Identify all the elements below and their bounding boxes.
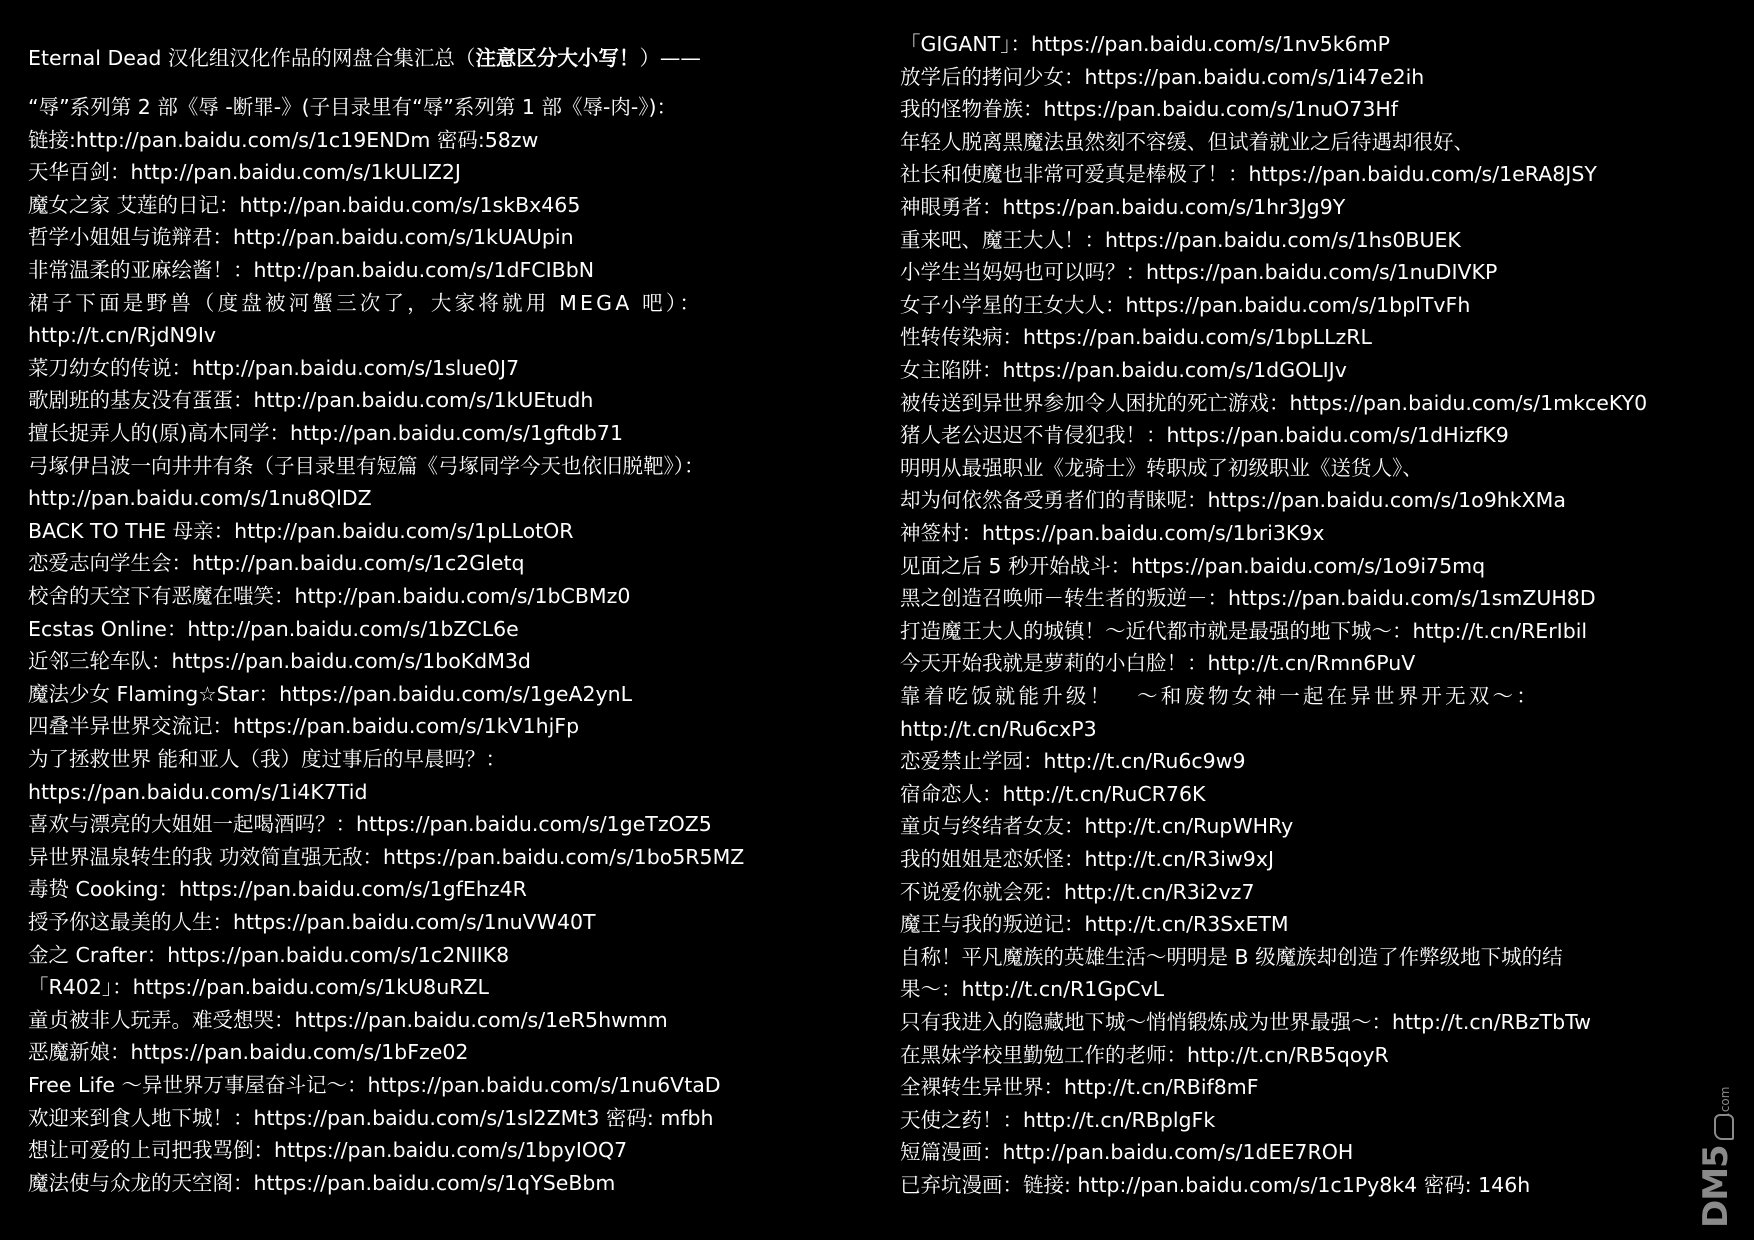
text-line: 只有我进入的隐藏地下城～悄悄锻炼成为世界最强～：http://t.cn/RBzTbTw bbox=[900, 1010, 1592, 1034]
text-line: 放学后的拷问少女：https://pan.baidu.com/s/1i47e2ih bbox=[900, 64, 1425, 89]
text-line: http://t.cn/RjdN9Iv bbox=[28, 323, 217, 348]
text-line: 链接:http://pan.baidu.com/s/1c19ENDm 密码:58zw bbox=[28, 127, 539, 152]
text-line: https://pan.baidu.com/s/1i4K7Tid bbox=[28, 779, 368, 804]
text-line: 不说爱你就会死：http://t.cn/R3i2vz7 bbox=[900, 879, 1255, 904]
text-line: 喜欢与漂亮的大姐姐一起喝酒吗？：https://pan.baidu.com/s/1geTzOZ5 bbox=[28, 812, 712, 837]
watermark-domain: .com bbox=[1718, 1086, 1732, 1116]
text-line: 恶魔新娘：https://pan.baidu.com/s/1bFze02 bbox=[28, 1040, 469, 1065]
heading-suffix: ）—— bbox=[639, 46, 701, 70]
text-line: 果～：http://t.cn/R1GpCvL bbox=[900, 977, 1165, 1002]
text-line: 打造魔王大人的城镇！～近代都市就是最强的地下城～：http://t.cn/RErIbil bbox=[900, 618, 1588, 643]
text-line: 我的姐姐是恋妖怪：http://t.cn/R3iw9xJ bbox=[900, 847, 1274, 871]
text-line: 魔法少女 Flaming☆Star：https://pan.baidu.com/s/1geA2ynL bbox=[28, 681, 633, 706]
text-line: Free Life ～异世界万事屋奋斗记～：https://pan.baidu.com/s/1nu6VtaD bbox=[28, 1073, 721, 1097]
text-line: 小学生当妈妈也可以吗？：https://pan.baidu.com/s/1nuDIVKP bbox=[900, 260, 1498, 285]
text-line: 弓塚伊吕波一向井井有条（子目录里有短篇《弓塚同学今天也依旧脱靶》）： bbox=[28, 453, 705, 478]
text-line: 裙子下面是野兽（度盘被河蟹三次了，大家将就用 MEGA 吧）： bbox=[28, 290, 704, 315]
text-line: 非常温柔的亚麻绘酱！：http://pan.baidu.com/s/1dFCIBbN bbox=[28, 258, 595, 282]
text-line: 毒贽 Cooking：https://pan.baidu.com/s/1gfEhz4R bbox=[28, 877, 527, 902]
text-line: 魔王与我的叛逆记：http://t.cn/R3SxETM bbox=[900, 912, 1289, 937]
text-line: 在黑妹学校里勤勉工作的老师：http://t.cn/RB5qoyR bbox=[900, 1042, 1389, 1067]
document-heading bbox=[28, 42, 701, 74]
text-line: 校舍的天空下有恶魔在嗤笑：http://pan.baidu.com/s/1bCBMz0 bbox=[28, 584, 631, 608]
text-line: 童贞与终结者女友：http://t.cn/RupWHRy bbox=[900, 814, 1294, 839]
text-line: 明明从最强职业《龙骑士》转职成了初级职业《送货人》、 bbox=[900, 455, 1423, 480]
text-line: 异世界温泉转生的我 功效简直强无敌：https://pan.baidu.com/s/1bo5R5MZ bbox=[28, 844, 745, 869]
text-line: 猪人老公迟迟不肯侵犯我！：https://pan.baidu.com/s/1dHizfK9 bbox=[900, 423, 1509, 448]
text-line: Ecstas Online：http://pan.baidu.com/s/1bZCL6e bbox=[28, 616, 519, 641]
text-line: 神眼勇者：https://pan.baidu.com/s/1hr3Jg9Y bbox=[900, 195, 1346, 219]
text-line: 为了拯救世界 能和亚人（我）度过事后的早晨吗？： bbox=[28, 747, 507, 771]
text-line: 女子小学星的王女大人：https://pan.baidu.com/s/1bplTvFh bbox=[900, 292, 1471, 317]
text-line: BACK TO THE 母亲：http://pan.baidu.com/s/1pLLotOR bbox=[28, 518, 574, 543]
text-line: 哲学小姐姐与诡辩君：http://pan.baidu.com/s/1kUAUpin bbox=[28, 225, 574, 250]
text-line: 年轻人脱离黑魔法虽然刻不容缓、但试着就业之后待遇却很好、 bbox=[900, 129, 1474, 154]
text-line: 自称！平凡魔族的英雄生活～明明是 B 级魔族却创造了作弊级地下城的结 bbox=[900, 944, 1563, 969]
text-line: http://pan.baidu.com/s/1nu8QlDZ bbox=[28, 486, 372, 511]
text-line: “辱”系列第 2 部《辱 -断罪-》(子目录里有“辱”系列第 1 部《辱-肉-》)： bbox=[28, 95, 677, 119]
text-line: 天使之药！：http://t.cn/RBplgFk bbox=[900, 1107, 1216, 1132]
text-line: 四叠半异世界交流记：https://pan.baidu.com/s/1kV1hjFp bbox=[28, 714, 580, 739]
text-line: http://t.cn/Ru6cxP3 bbox=[900, 716, 1097, 741]
text-line: 「R402」：https://pan.baidu.com/s/1kU8uRZL bbox=[28, 975, 489, 1000]
text-line: 女主陷阱：https://pan.baidu.com/s/1dGOLIJv bbox=[900, 358, 1347, 382]
text-line: 重来吧、魔王大人！：https://pan.baidu.com/s/1hs0BUEK bbox=[900, 227, 1461, 252]
site-watermark bbox=[1696, 1078, 1746, 1228]
watermark-logo-icon bbox=[1714, 1114, 1734, 1140]
text-line: 全裸转生异世界：http://t.cn/RBif8mF bbox=[900, 1075, 1259, 1100]
text-line: 黑之创造召唤师－转生者的叛逆－：https://pan.baidu.com/s/1smZUH8D bbox=[900, 586, 1596, 611]
text-line: 宿命恋人：http://t.cn/RuCR76K bbox=[900, 781, 1206, 806]
text-line: 已弃坑漫画：链接: http://pan.baidu.com/s/1c1Py8k4 密码: 146h bbox=[900, 1173, 1531, 1197]
text-line: 授予你这最美的人生：https://pan.baidu.com/s/1nuVW40T bbox=[28, 910, 596, 934]
text-line: 歌剧班的基友没有蛋蛋：http://pan.baidu.com/s/1kUEtudh bbox=[28, 388, 594, 413]
text-line: 金之 Crafter：https://pan.baidu.com/s/1c2NIIK8 bbox=[28, 942, 510, 967]
text-line: 恋爱志向学生会：http://pan.baidu.com/s/1c2Gletq bbox=[28, 551, 525, 576]
text-line: 天华百剑：http://pan.baidu.com/s/1kULIZ2J bbox=[28, 160, 461, 185]
heading-emphasis: 注意区分大小写！ bbox=[475, 46, 640, 70]
text-line: 恋爱禁止学园：http://t.cn/Ru6c9w9 bbox=[900, 749, 1246, 774]
text-line: 见面之后 5 秒开始战斗：https://pan.baidu.com/s/1o9i75mq bbox=[900, 553, 1486, 578]
text-line: 短篇漫画：http://pan.baidu.com/s/1dEE7ROH bbox=[900, 1140, 1354, 1165]
text-line: 擅长捉弄人的(原)高木同学：http://pan.baidu.com/s/1gftdb71 bbox=[28, 421, 624, 445]
text-line: 我的怪物眷族：https://pan.baidu.com/s/1nuO73Hf bbox=[900, 97, 1399, 122]
text-line: 却为何依然备受勇者们的青睐呢：https://pan.baidu.com/s/1o9hkXMa bbox=[900, 488, 1566, 513]
text-line: 今天开始我就是萝莉的小白脸！：http://t.cn/Rmn6PuV bbox=[900, 651, 1416, 676]
text-line: 近邻三轮车队：https://pan.baidu.com/s/1boKdM3d bbox=[28, 649, 531, 674]
text-line: 魔女之家 艾莲的日记：http://pan.baidu.com/s/1skBx465 bbox=[28, 192, 581, 217]
text-line: 神签村：https://pan.baidu.com/s/1bri3K9x bbox=[900, 521, 1325, 545]
text-line: 靠着吃饭就能升级！ ～和废物女神一起在异世界开无双～： bbox=[900, 684, 1540, 708]
heading-prefix: Eternal Dead 汉化组汉化作品的网盘合集汇总（ bbox=[28, 46, 476, 70]
text-line: 「GIGANT」：https://pan.baidu.com/s/1nv5k6mP bbox=[900, 32, 1391, 56]
text-line: 被传送到异世界参加令人困扰的死亡游戏：https://pan.baidu.com/s/1mkceKY0 bbox=[900, 390, 1648, 415]
text-line: 菜刀幼女的传说：http://pan.baidu.com/s/1slue0J7 bbox=[28, 355, 520, 380]
watermark-text: DM5 bbox=[1696, 1145, 1736, 1228]
text-line: 社长和使魔也非常可爱真是棒极了！：https://pan.baidu.com/s/1eRA8JSY bbox=[900, 162, 1597, 187]
text-line: 想让可爱的上司把我骂倒：https://pan.baidu.com/s/1bpyIOQ7 bbox=[28, 1138, 628, 1163]
text-line: 魔法使与众龙的天空阁：https://pan.baidu.com/s/1qYSeBbm bbox=[28, 1170, 616, 1195]
text-line: 童贞被非人玩弄。难受想哭：https://pan.baidu.com/s/1eR5hwmm bbox=[28, 1007, 668, 1032]
text-line: 性转传染病：https://pan.baidu.com/s/1bpLLzRL bbox=[900, 325, 1372, 350]
text-line: 欢迎来到食人地下城！：https://pan.baidu.com/s/1sl2ZMt3 密码: mfbh bbox=[28, 1105, 714, 1130]
